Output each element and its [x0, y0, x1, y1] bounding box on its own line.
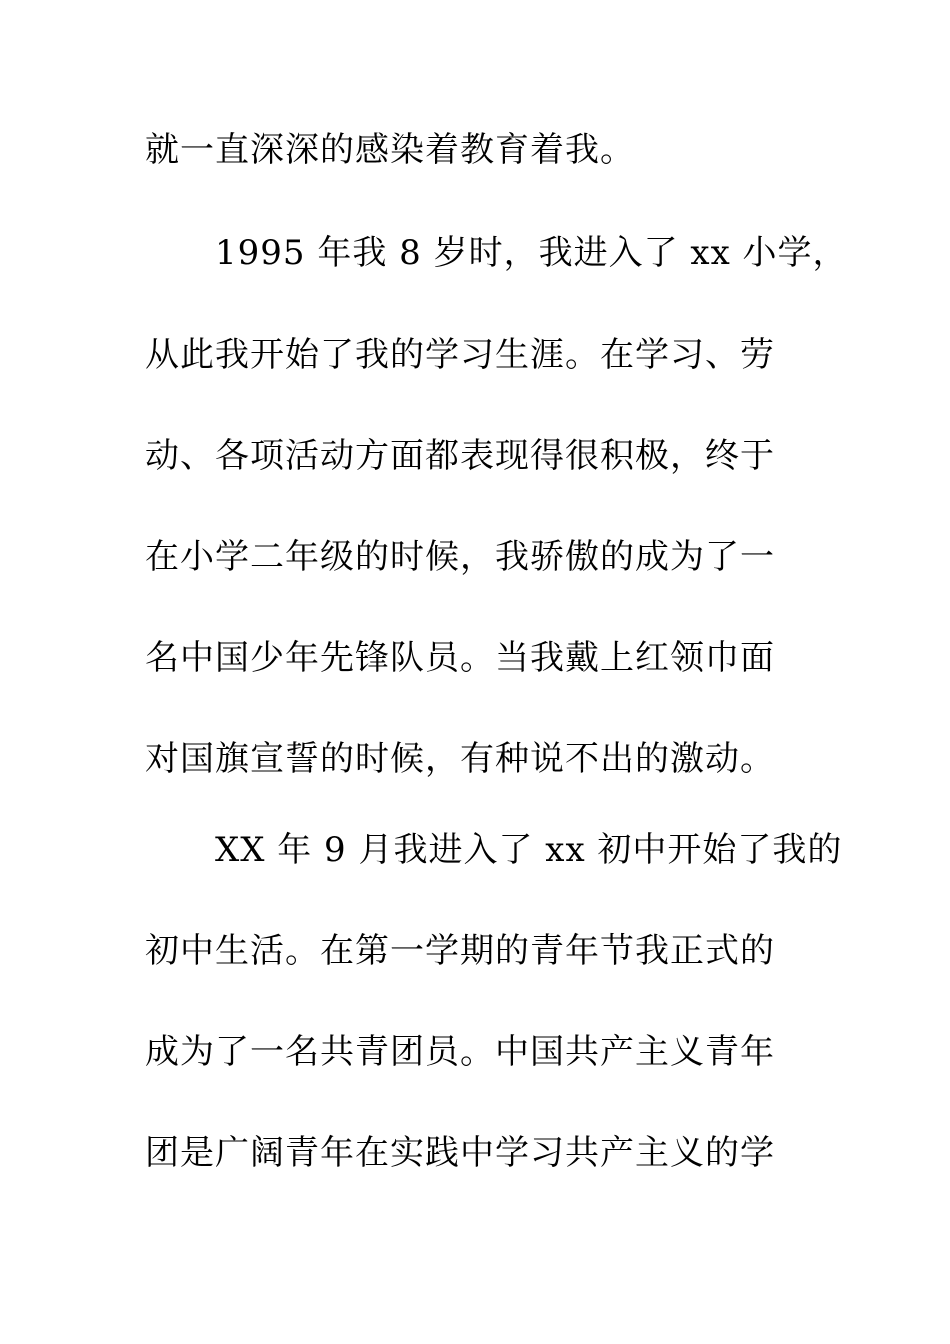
text-line: 动、各项活动方面都表现得很积极，终于: [145, 436, 775, 476]
text-line: 名中国少年先锋队员。当我戴上红领巾面: [145, 638, 775, 678]
text-line: 初中生活。在第一学期的青年节我正式的: [145, 931, 775, 971]
text-line: 团是广阔青年在实践中学习共产主义的学: [145, 1133, 775, 1173]
text-line: 就一直深深的感染着教育着我。: [145, 130, 635, 170]
text-line: 在小学二年级的时候，我骄傲的成为了一: [145, 537, 775, 577]
text-line: 成为了一名共青团员。中国共产主义青年: [145, 1032, 775, 1072]
paragraph-first-line: 1995 年我 8 岁时，我进入了 xx 小学，: [215, 233, 848, 273]
text-line: 对国旗宣誓的时候，有种说不出的激动。: [145, 739, 775, 779]
text-line: 从此我开始了我的学习生涯。在学习、劳: [145, 335, 775, 375]
paragraph-first-line: XX 年 9 月我进入了 xx 初中开始了我的: [215, 830, 843, 870]
